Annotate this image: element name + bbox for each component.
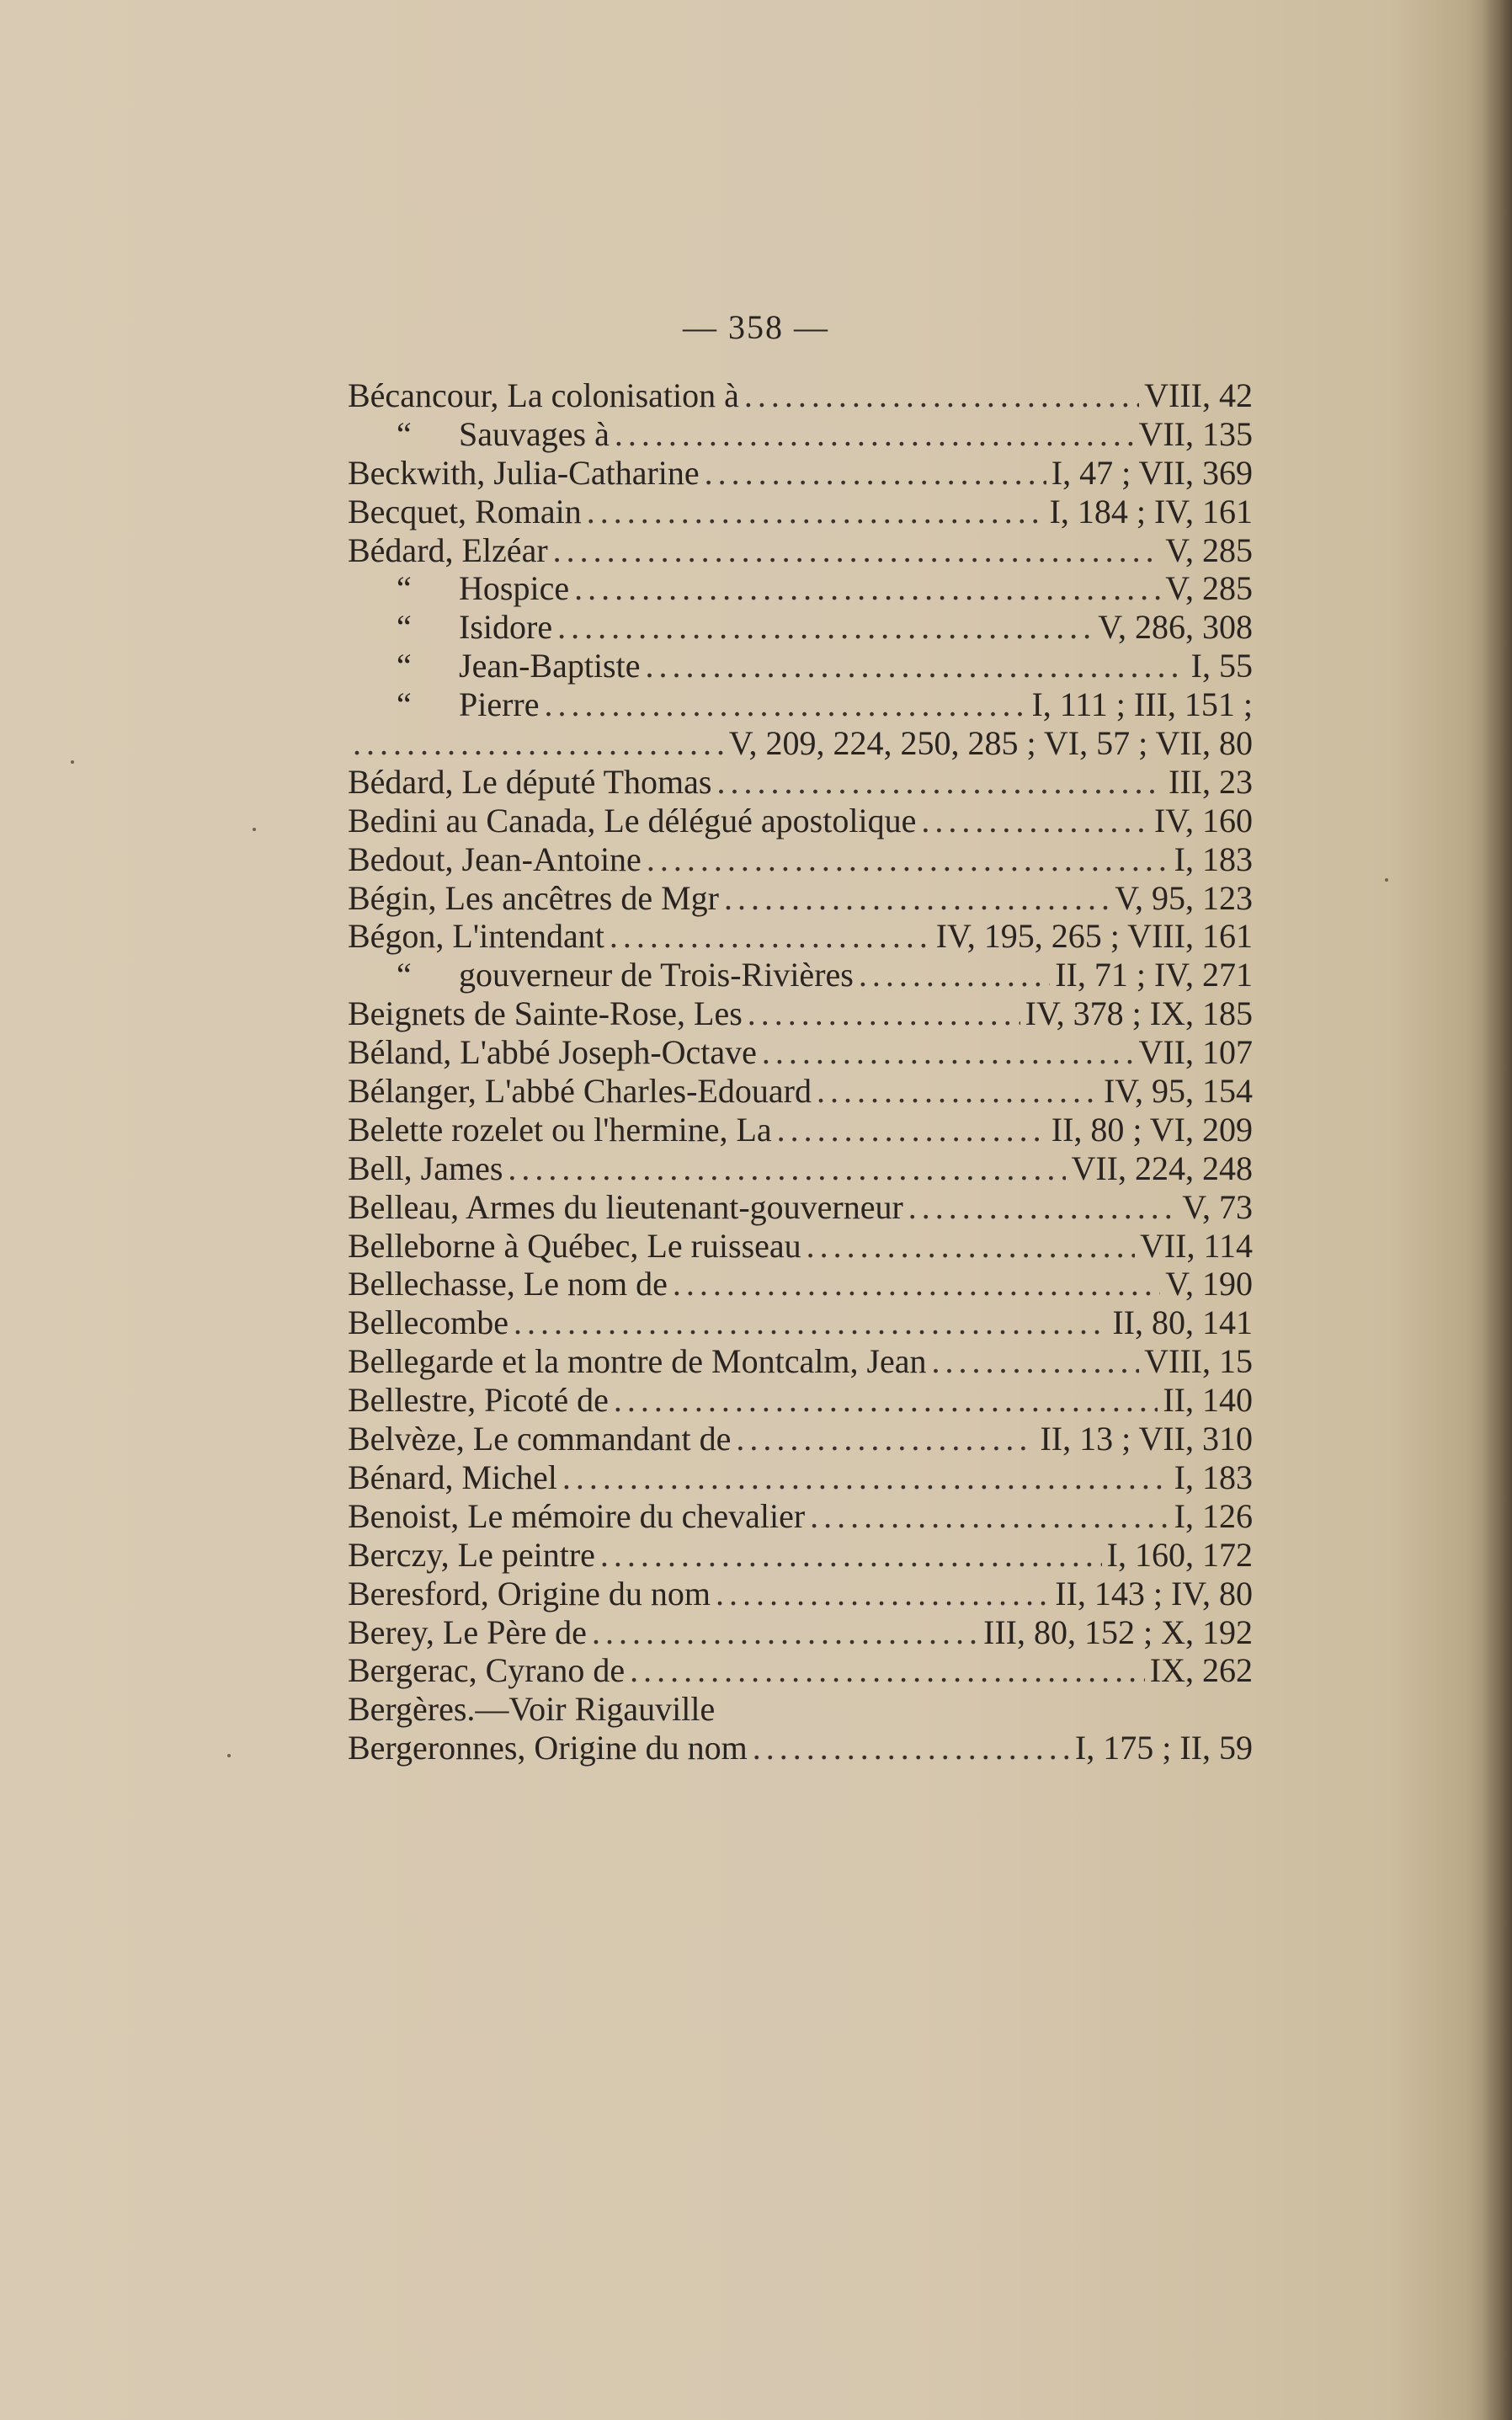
entry-heading (348, 956, 854, 994)
entry-heading-text: Belleau, Armes du lieutenant-gouverneur (348, 1187, 903, 1226)
entry-heading (348, 1342, 927, 1381)
page-number: — 358 — (683, 308, 829, 346)
dot-leader (592, 1613, 978, 1652)
entry-heading (348, 1265, 668, 1303)
entry-reference: I, 111 ; III, 151 ; (1031, 685, 1253, 724)
entry-heading (348, 1033, 757, 1072)
entry-reference: V, 285 (1165, 530, 1253, 569)
entry-reference: I, 183 (1174, 840, 1253, 878)
entry-reference: IV, 378 ; IX, 185 (1025, 994, 1253, 1033)
entry-heading-text: Berey, Le Père de (348, 1612, 587, 1651)
entry-heading (348, 1420, 731, 1458)
index-entry (348, 917, 1253, 956)
entry-heading-text: Bédard, Le député Thomas (348, 762, 712, 801)
entry-heading-text: Bédard, Elzéar (348, 530, 548, 569)
index-entry (348, 763, 1253, 802)
dot-leader (610, 917, 931, 956)
entry-heading-text: Bellestre, Picoté de (348, 1381, 609, 1420)
dot-leader (753, 1729, 1070, 1767)
entry-heading (348, 1729, 748, 1767)
index-entry (348, 1072, 1253, 1111)
entry-heading (348, 415, 610, 454)
paper-speck (253, 828, 256, 831)
index-entry (348, 608, 1253, 647)
entry-reference: I, 183 (1174, 1458, 1253, 1496)
entry-heading (348, 1111, 772, 1149)
dot-leader (807, 1227, 1135, 1266)
index-entry (348, 1227, 1253, 1266)
entry-reference: IV, 195, 265 ; VIII, 161 (935, 917, 1253, 956)
index-entry (348, 415, 1253, 454)
dot-leader (630, 1651, 1145, 1690)
entry-reference: I, 47 ; VII, 369 (1051, 453, 1253, 492)
paper-speck (71, 760, 74, 764)
dot-leader (744, 376, 1139, 415)
entry-heading (348, 917, 604, 956)
index-entry (348, 1729, 1253, 1767)
entry-heading (348, 763, 711, 802)
entry-heading-text: Belleborne à Québec, Le ruisseau (348, 1226, 801, 1265)
ditto-mark: “ (397, 608, 412, 647)
ditto-mark: “ (397, 414, 412, 453)
index-entry (348, 1265, 1253, 1303)
entry-reference: IV, 160 (1153, 801, 1253, 840)
entry-heading (348, 608, 552, 647)
ditto-mark: “ (397, 956, 412, 994)
entry-heading-text: Bergeronnes, Origine du nom (348, 1729, 748, 1767)
index-entry (348, 1420, 1253, 1458)
entry-heading (348, 879, 719, 918)
entry-heading (348, 802, 916, 840)
entry-heading-text: Beignets de Sainte-Rose, Les (348, 994, 743, 1033)
entry-heading (348, 840, 642, 879)
entry-heading-text: Pierre (459, 685, 540, 724)
entry-reference: II, 80, 141 (1112, 1303, 1253, 1342)
index-entry (348, 724, 1253, 763)
dot-leader (817, 1072, 1099, 1111)
dot-leader (724, 879, 1110, 918)
page-edge-shadow (1482, 0, 1512, 2420)
entry-heading-text: Jean-Baptiste (459, 647, 641, 685)
dot-leader (614, 1381, 1158, 1420)
entry-heading-text: Hospice (459, 569, 570, 608)
ditto-mark: “ (397, 647, 412, 685)
entry-reference: V, 95, 123 (1115, 878, 1253, 917)
entry-heading-text: Sauvages à (459, 414, 610, 453)
dot-leader (810, 1497, 1169, 1536)
entry-heading (348, 1149, 503, 1188)
entry-heading (348, 531, 548, 570)
entry-reference: II, 71 ; IV, 271 (1055, 956, 1253, 994)
index-entry (348, 1575, 1253, 1613)
entry-reference: V, 286, 308 (1098, 608, 1253, 647)
index-entry (348, 994, 1253, 1033)
index-list (348, 376, 1253, 1767)
entry-heading-text: Beckwith, Julia-Catharine (348, 453, 700, 492)
dot-leader (736, 1420, 1035, 1458)
ditto-mark: “ (397, 685, 412, 724)
index-entry (348, 1342, 1253, 1381)
entry-reference: VII, 114 (1139, 1226, 1253, 1265)
entry-heading (348, 1613, 587, 1652)
entry-heading-text: Bécancour, La colonisation à (348, 376, 739, 414)
entry-reference: IV, 95, 154 (1103, 1072, 1253, 1111)
entry-heading (348, 1651, 625, 1690)
index-entry (348, 1690, 1253, 1729)
entry-reference: II, 140 (1163, 1381, 1253, 1420)
index-entry (348, 1111, 1253, 1149)
entry-heading-text: Belvèze, Le commandant de (348, 1420, 732, 1458)
entry-heading (348, 1381, 609, 1420)
index-entry (348, 879, 1253, 918)
entry-heading-text: Bedini au Canada, Le délégué apostolique (348, 801, 917, 840)
dot-leader (777, 1111, 1046, 1149)
entry-heading (348, 1227, 801, 1266)
entry-heading-text: Belette rozelet ou l'hermine, La (348, 1110, 772, 1149)
entry-heading-text: Bellechasse, Le nom de (348, 1265, 668, 1303)
index-entry (348, 956, 1253, 994)
dot-leader (553, 531, 1161, 570)
entry-heading-text: Bénard, Michel (348, 1458, 557, 1496)
entry-heading-text: Isidore (459, 608, 553, 647)
dot-leader (514, 1303, 1107, 1342)
dot-leader (921, 802, 1149, 840)
entry-reference: II, 13 ; VII, 310 (1040, 1420, 1253, 1458)
entry-heading (348, 994, 743, 1033)
entry-heading-text: Benoist, Le mémoire du chevalier (348, 1496, 806, 1535)
index-entry (348, 802, 1253, 840)
dot-leader (353, 724, 724, 763)
index-entry (348, 1651, 1253, 1690)
dot-leader (762, 1033, 1134, 1072)
entry-heading (348, 1188, 903, 1227)
dot-leader (716, 1575, 1050, 1613)
dot-leader (646, 647, 1186, 685)
entry-heading (348, 1690, 715, 1729)
entry-reference: VIII, 42 (1144, 376, 1253, 414)
dot-leader (932, 1342, 1140, 1381)
entry-heading-text: Bélanger, L'abbé Charles-Edouard (348, 1072, 812, 1111)
entry-reference: I, 55 (1190, 647, 1253, 685)
entry-reference: VII, 135 (1138, 414, 1253, 453)
index-entry (348, 493, 1253, 531)
entry-heading (348, 685, 540, 724)
dot-leader (508, 1149, 1066, 1188)
entry-heading (348, 1458, 557, 1497)
dot-leader (557, 608, 1093, 647)
paper-speck (1385, 878, 1388, 882)
dot-leader (574, 569, 1160, 608)
index-entry (348, 376, 1253, 415)
entry-heading (348, 1575, 711, 1613)
index-entry (348, 1613, 1253, 1652)
entry-reference: III, 80, 152 ; X, 192 (983, 1612, 1253, 1651)
entry-reference: II, 143 ; IV, 80 (1055, 1574, 1253, 1612)
entry-heading-text: Beresford, Origine du nom (348, 1574, 711, 1612)
entry-reference: VII, 107 (1138, 1033, 1253, 1072)
entry-reference: II, 80 ; VI, 209 (1051, 1110, 1253, 1149)
dot-leader (716, 763, 1163, 802)
entry-heading (348, 1536, 595, 1575)
index-entry (348, 1497, 1253, 1536)
dot-leader (545, 685, 1027, 724)
entry-heading-text: Bellegarde et la montre de Montcalm, Jean (348, 1342, 927, 1381)
entry-reference: VIII, 15 (1144, 1342, 1253, 1381)
entry-reference: VII, 224, 248 (1071, 1149, 1253, 1187)
dot-leader (562, 1458, 1169, 1497)
index-entry (348, 1033, 1253, 1072)
index-entry (348, 1536, 1253, 1575)
dot-leader (705, 454, 1046, 493)
dot-leader (908, 1188, 1177, 1227)
entry-heading-text: Bell, James (348, 1149, 503, 1187)
entry-heading (348, 569, 569, 608)
index-entry (348, 1188, 1253, 1227)
entry-heading-text: Béland, L'abbé Joseph-Octave (348, 1033, 757, 1072)
index-entry (348, 1458, 1253, 1497)
entry-heading-text: Bedout, Jean-Antoine (348, 840, 642, 878)
dot-leader (600, 1536, 1102, 1575)
entry-heading-text: gouverneur de Trois-Rivières (459, 956, 854, 994)
entry-reference: IX, 262 (1149, 1651, 1253, 1690)
index-entry (348, 531, 1253, 570)
entry-heading (348, 376, 739, 415)
dot-leader (615, 415, 1134, 454)
ditto-mark: “ (397, 569, 412, 608)
entry-reference: III, 23 (1169, 762, 1253, 801)
entry-heading-text: Becquet, Romain (348, 492, 582, 530)
entry-heading (348, 647, 641, 685)
entry-heading (348, 1303, 508, 1342)
entry-reference: V, 209, 224, 250, 285 ; VI, 57 ; VII, 80 (728, 724, 1253, 763)
entry-reference: I, 126 (1174, 1496, 1253, 1535)
paper-speck (227, 1754, 231, 1757)
entry-heading-text: Bégin, Les ancêtres de Mgr (348, 878, 719, 917)
entry-heading-text: Bellecombe (348, 1303, 509, 1342)
index-entry (348, 454, 1253, 493)
entry-reference: I, 184 ; IV, 161 (1049, 492, 1253, 530)
dot-leader (673, 1265, 1160, 1303)
index-entry (348, 569, 1253, 608)
index-entry (348, 685, 1253, 724)
index-entry (348, 1303, 1253, 1342)
entry-heading (348, 1072, 812, 1111)
index-entry (348, 840, 1253, 879)
dot-leader (859, 956, 1050, 994)
index-entry (348, 647, 1253, 685)
entry-heading-text: Bégon, L'intendant (348, 917, 604, 956)
entry-heading (348, 1497, 805, 1536)
entry-heading-text: Bergères.—Voir Rigauville (348, 1690, 716, 1729)
dot-leader (748, 994, 1020, 1033)
entry-reference: V, 285 (1165, 569, 1253, 608)
dot-leader (587, 493, 1045, 531)
entry-reference: V, 190 (1165, 1265, 1253, 1303)
entry-reference: I, 175 ; II, 59 (1074, 1729, 1253, 1767)
entry-heading-text: Bergerac, Cyrano de (348, 1651, 626, 1690)
entry-heading (348, 454, 700, 493)
dot-leader (647, 840, 1169, 879)
index-entry (348, 1149, 1253, 1188)
entry-heading (348, 493, 582, 531)
entry-reference: I, 160, 172 (1106, 1535, 1253, 1574)
entry-reference: V, 73 (1182, 1187, 1253, 1226)
entry-heading-text: Berczy, Le peintre (348, 1535, 595, 1574)
index-entry (348, 1381, 1253, 1420)
